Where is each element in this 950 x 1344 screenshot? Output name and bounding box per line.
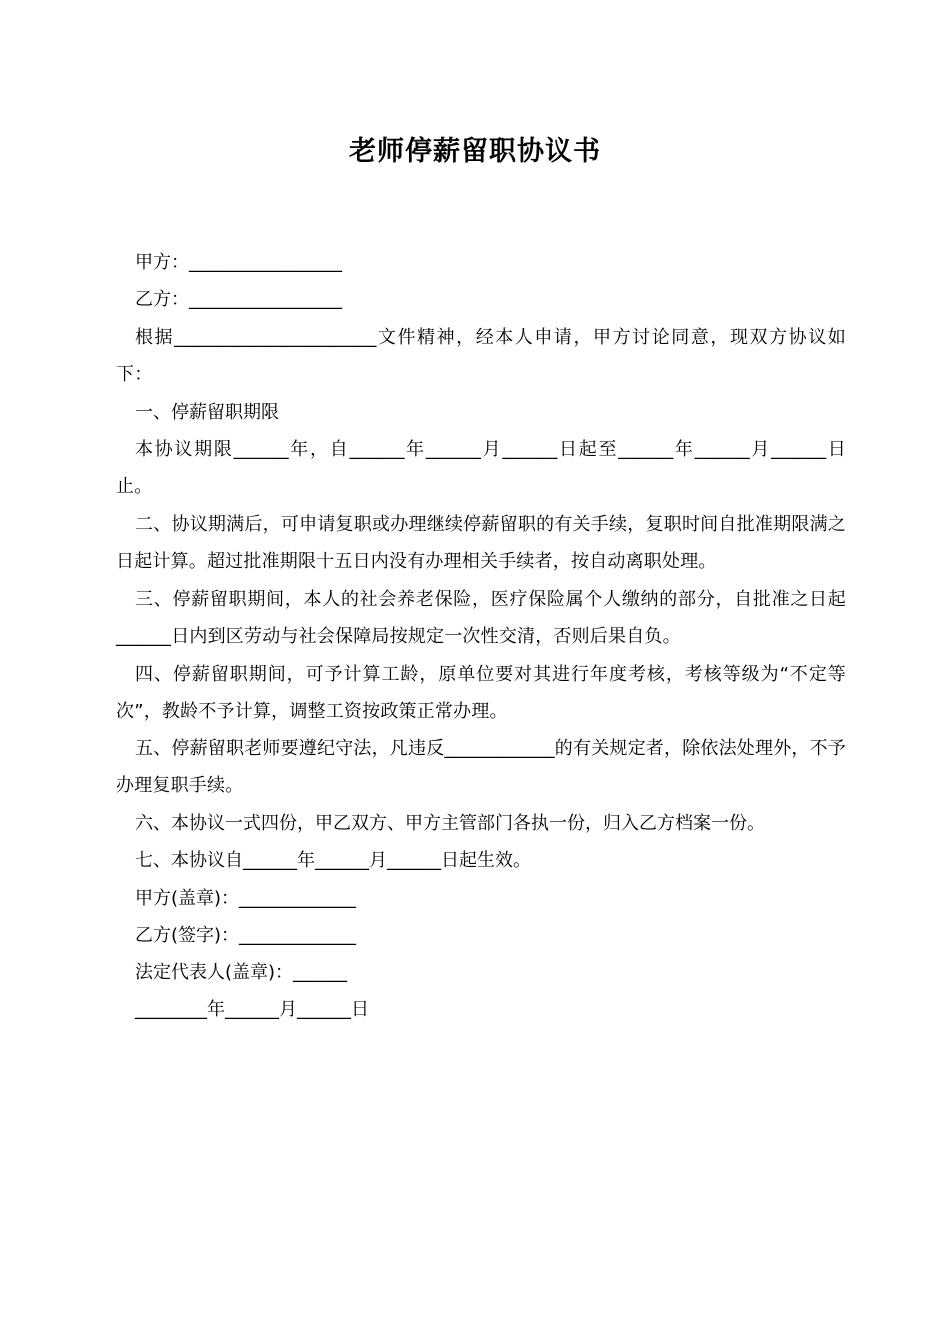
section1-body: 本协议期限______年，自______年______月______日起至______年______月______日止。 (116, 439, 846, 498)
date-line: ________年______月______日 (135, 999, 369, 1020)
intro-paragraph: 根据______________________文件精神，经本人申请，甲方讨论同意，现双方协议如下： (116, 327, 846, 386)
party-a-line: 甲方：_________________ (135, 252, 342, 273)
section7-paragraph: 七、本协议自______年______月______日起生效。 (135, 850, 531, 871)
legal-representative-line: 法定代表人(盖章)：______ (135, 962, 348, 983)
section6-paragraph: 六、本协议一式四份，甲乙双方、甲方主管部门各执一份，归入乙方档案一份。 (135, 813, 765, 834)
document-title: 老师停薪留职协议书 (349, 136, 601, 167)
section3-paragraph: 三、停薪留职期间，本人的社会养老保险，医疗保险属个人缴纳的部分，自批准之日起______日内到区劳动与社会保障局按规定一次性交清，否则后果自负。 (116, 589, 846, 648)
section1-heading: 一、停薪留职期限 (135, 402, 279, 423)
party-a-seal-line: 甲方(盖章)：_____________ (135, 888, 357, 909)
party-b-line: 乙方：_________________ (135, 289, 342, 310)
section5-paragraph: 五、停薪留职老师要遵纪守法，凡违反____________的有关规定者，除依法处理外，不予办理复职手续。 (116, 738, 846, 797)
party-b-signature-line: 乙方(签字)：_____________ (135, 925, 357, 946)
section4-paragraph: 四、停薪留职期间，可予计算工龄，原单位要对其进行年度考核，考核等级为“不定等次”，教龄不予计算，调整工资按政策正常办理。 (116, 664, 846, 723)
section2-paragraph: 二、协议期满后，可申请复职或办理继续停薪留职的有关手续，复职时间自批准期限满之日起计算。超过批准期限十五日内没有办理相关手续者，按自动离职处理。 (116, 514, 846, 573)
